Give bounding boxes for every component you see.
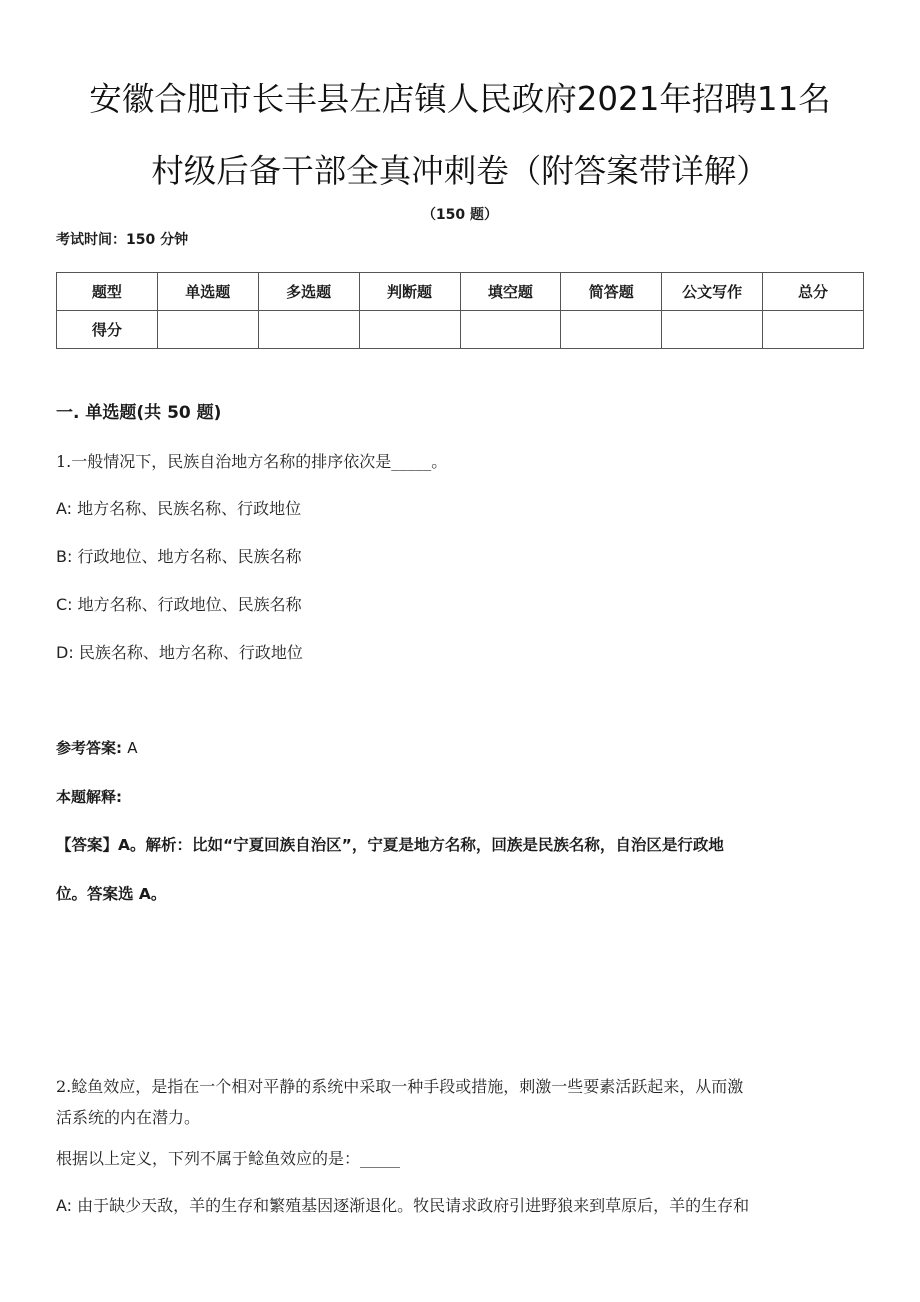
table-header-cell: 单选题 [157, 273, 258, 311]
exam-time: 考试时间：150 分钟 [56, 232, 189, 248]
question-1-option-b [56, 544, 301, 567]
question-1-option-c [56, 592, 302, 615]
score-table-score-row [57, 311, 864, 349]
section-heading: 一. 单选题(共 50 题) [56, 403, 222, 423]
explanation-line-1: 【答案】A。解析：比如“宁夏回族自治区”，宁夏是地方名称，回族是民族名称，自治区是行政地 [56, 836, 724, 854]
explanation-label: 本题解释: [56, 788, 122, 806]
option-label: A: [56, 1196, 73, 1215]
document-title-line-1: 安徽合肥市长丰县左店镇人民政府2021年招聘11名 [89, 80, 831, 118]
question-1-option-a [56, 496, 301, 519]
question-count: （150 题） [421, 207, 499, 223]
option-text: 地方名称、民族名称、行政地位 [77, 499, 302, 518]
question-1-text: 1.一般情况下，民族自治地方名称的排序依次是_____。 [56, 452, 448, 471]
table-header-cell: 总分 [763, 273, 864, 311]
score-table-header-row [57, 273, 864, 311]
score-cell [157, 311, 258, 349]
score-cell [258, 311, 359, 349]
score-cell [662, 311, 763, 349]
reference-answer [56, 737, 138, 758]
table-header-cell: 填空题 [460, 273, 561, 311]
option-text: 行政地位、地方名称、民族名称 [77, 547, 302, 566]
answer-label: 参考答案: [56, 739, 122, 757]
question-2-option-a [56, 1193, 749, 1216]
option-label: B: [56, 547, 73, 566]
document-title-line-2: 村级后备干部全真冲刺卷（附答案带详解） [151, 152, 769, 190]
table-header-cell: 题型 [57, 273, 158, 311]
score-cell [763, 311, 864, 349]
question-2-prompt: 根据以上定义，下列不属于鲶鱼效应的是：_____ [56, 1149, 401, 1168]
option-label: C: [56, 595, 73, 614]
option-label: D: [56, 643, 74, 662]
table-header-cell: 简答题 [561, 273, 662, 311]
score-table [56, 272, 864, 349]
table-header-cell: 判断题 [359, 273, 460, 311]
score-cell [561, 311, 662, 349]
explanation-line-2: 位。答案选 A。 [56, 885, 167, 903]
question-1-option-d [56, 640, 303, 663]
question-2-text-line-2: 活系统的内在潜力。 [56, 1108, 201, 1127]
score-cell [460, 311, 561, 349]
question-2-text-line-1: 2.鲶鱼效应，是指在一个相对平静的系统中采取一种手段或措施，刺激一些要素活跃起来，从而激 [56, 1077, 744, 1096]
answer-value: A [127, 739, 138, 757]
option-text: 由于缺少天敌，羊的生存和繁殖基因逐渐退化。牧民请求政府引进野狼来到草原后，羊的生存和 [77, 1196, 750, 1215]
table-header-cell: 多选题 [258, 273, 359, 311]
option-text: 民族名称、地方名称、行政地位 [78, 643, 303, 662]
table-header-cell: 公文写作 [662, 273, 763, 311]
score-row-label: 得分 [57, 311, 158, 349]
score-cell [359, 311, 460, 349]
option-label: A: [56, 499, 73, 518]
option-text: 地方名称、行政地位、民族名称 [77, 595, 302, 614]
